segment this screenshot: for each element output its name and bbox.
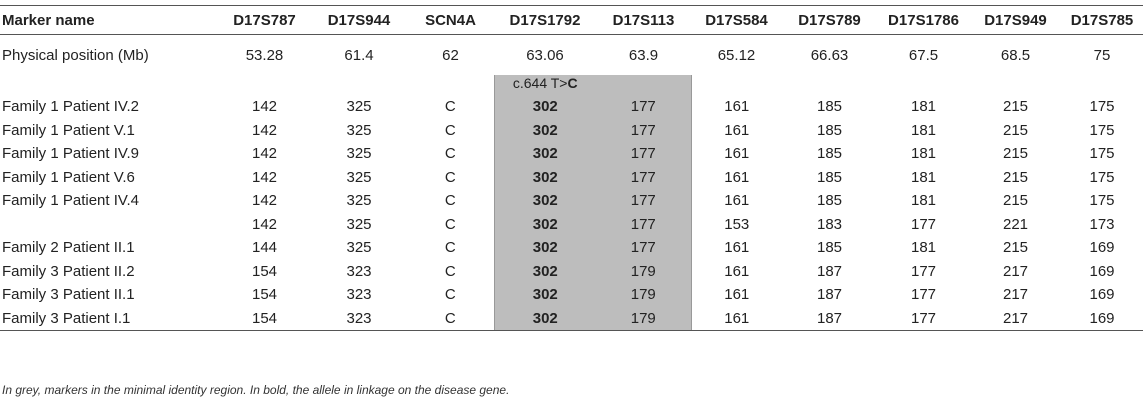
header-marker: D17S785 (1061, 6, 1143, 35)
allele-cell: C (407, 307, 494, 331)
position-cell: 68.5 (1000, 46, 1031, 64)
header-marker-name: Marker name (0, 6, 218, 35)
table-row (0, 283, 1143, 307)
allele-cell: 154 (251, 286, 278, 304)
allele-cell: 185 (816, 98, 843, 116)
row-label: Family 1 Patient V.1 (2, 121, 135, 139)
allele-cell: 325 (346, 215, 372, 233)
allele-cell: 215 (1002, 121, 1029, 139)
mutation-prefix: c.644 T> (512, 75, 568, 91)
header-marker: D17S1786 (877, 6, 970, 35)
allele-cell: 325 (346, 192, 372, 210)
allele-cell: 179 (596, 283, 691, 307)
table-footnote: In grey, markers in the minimal identity region. In bold, the allele in linkage on the disease gene. (2, 383, 510, 397)
allele-cell: C (444, 286, 456, 304)
allele-cell: 183 (816, 215, 843, 233)
allele-cell: 215 (1002, 145, 1029, 163)
row-label: Family 1 Patient IV.4 (2, 192, 140, 210)
allele-cell: 177 (877, 307, 970, 331)
allele-cell: 161 (724, 192, 750, 210)
allele-cell: 177 (596, 166, 691, 190)
allele-cell: 325 (346, 168, 372, 186)
row-label (0, 213, 218, 237)
haplotype-table (0, 5, 1143, 331)
allele-cell: 302 (494, 189, 596, 213)
allele-cell: C (444, 215, 456, 233)
table-row (0, 189, 1143, 213)
allele-cell: 175 (1089, 145, 1115, 163)
allele-cell: 323 (346, 286, 372, 304)
allele-cell: 215 (1002, 168, 1029, 186)
allele-cell: 187 (816, 286, 843, 304)
position-cell: 63.06 (526, 46, 564, 64)
allele-cell: 217 (1002, 286, 1029, 304)
allele-cell: 144 (251, 239, 278, 257)
position-cell: 75 (1093, 46, 1111, 64)
allele-cell: 323 (311, 307, 407, 331)
table-row (0, 236, 1143, 260)
allele-cell: C (444, 262, 456, 280)
allele-cell: 302 (494, 283, 596, 307)
allele-cell: 169 (1089, 262, 1115, 280)
table-row (0, 142, 1143, 166)
position-cell: 53.28 (245, 46, 284, 64)
allele-cell: 181 (910, 168, 937, 186)
allele-cell: 161 (724, 239, 750, 257)
allele-cell: 161 (724, 98, 750, 116)
allele-cell: 153 (724, 215, 750, 233)
allele-cell: 302 (494, 236, 596, 260)
allele-cell: 175 (1089, 121, 1115, 139)
header-marker: D17S949 (970, 6, 1061, 35)
allele-cell: 142 (251, 145, 278, 163)
allele-cell: 187 (782, 307, 877, 331)
table-row (0, 119, 1143, 143)
header-marker: D17S113 (596, 6, 691, 35)
allele-cell: 215 (1002, 192, 1029, 210)
allele-cell: 325 (346, 121, 372, 139)
row-label: Family 1 Patient IV.2 (2, 98, 140, 116)
allele-cell: 177 (596, 95, 691, 119)
haplotype-table-container (0, 5, 1143, 331)
allele-cell: 175 (1089, 98, 1115, 116)
allele-cell: 154 (251, 262, 278, 280)
allele-cell: 175 (1089, 192, 1115, 210)
position-cell: 65.12 (717, 46, 756, 64)
allele-cell: 169 (1089, 286, 1115, 304)
header-marker: SCN4A (407, 6, 494, 35)
allele-cell: C (444, 239, 456, 257)
header-marker: D17S584 (691, 6, 782, 35)
row-label: Family 3 Patient I.1 (0, 307, 218, 331)
row-label: Family 3 Patient II.2 (2, 262, 135, 280)
allele-cell: 179 (596, 307, 691, 331)
allele-cell: 169 (1089, 239, 1115, 257)
allele-cell: 177 (596, 236, 691, 260)
allele-cell: 217 (1002, 262, 1029, 280)
allele-cell: 177 (596, 119, 691, 143)
row-label: Family 1 Patient IV.9 (2, 145, 140, 163)
allele-cell: C (444, 192, 456, 210)
mutation-row (0, 75, 1143, 95)
allele-cell: 169 (1061, 307, 1143, 331)
allele-cell: 181 (910, 239, 937, 257)
allele-cell: 181 (910, 98, 937, 116)
allele-cell: C (444, 145, 456, 163)
allele-cell: 302 (494, 213, 596, 237)
allele-cell: 181 (910, 121, 937, 139)
position-cell: 61.4 (344, 46, 374, 64)
allele-cell: 325 (346, 98, 372, 116)
table-row (0, 166, 1143, 190)
allele-cell: 142 (251, 192, 278, 210)
allele-cell: 215 (1002, 98, 1029, 116)
allele-cell: 177 (910, 215, 937, 233)
allele-cell: C (444, 168, 456, 186)
table-row (0, 213, 1143, 237)
allele-cell: 173 (1089, 215, 1115, 233)
allele-cell: 179 (596, 260, 691, 284)
allele-cell: 161 (724, 286, 750, 304)
allele-cell: 185 (816, 239, 843, 257)
position-cell: 63.9 (628, 46, 659, 64)
allele-cell: 215 (1002, 239, 1029, 257)
allele-cell: 185 (816, 168, 843, 186)
header-marker: D17S789 (782, 6, 877, 35)
allele-cell: 302 (494, 166, 596, 190)
allele-cell: 142 (251, 121, 278, 139)
table-row (0, 95, 1143, 119)
position-cell: 67.5 (908, 46, 939, 64)
allele-cell: 325 (346, 145, 372, 163)
allele-cell: 177 (910, 286, 937, 304)
allele-cell: 154 (218, 307, 311, 331)
table-row (0, 307, 1143, 331)
allele-cell: 302 (494, 307, 596, 331)
allele-cell: 177 (596, 142, 691, 166)
allele-cell: 185 (816, 121, 843, 139)
position-cell: 66.63 (810, 46, 849, 64)
allele-cell: 175 (1089, 168, 1115, 186)
header-marker: D17S787 (218, 6, 311, 35)
allele-cell: 187 (816, 262, 843, 280)
allele-cell: 185 (816, 192, 843, 210)
allele-cell: 181 (910, 192, 937, 210)
header-marker: D17S1792 (494, 6, 596, 35)
allele-cell: 302 (494, 260, 596, 284)
allele-cell: C (444, 121, 456, 139)
allele-cell: 302 (494, 142, 596, 166)
mutation-allele: C (567, 75, 578, 91)
allele-cell: 325 (346, 239, 372, 257)
allele-cell: 177 (910, 262, 937, 280)
allele-cell: 177 (596, 213, 691, 237)
allele-cell: 142 (251, 215, 278, 233)
allele-cell: C (444, 98, 456, 116)
allele-cell: 161 (724, 168, 750, 186)
row-label: Family 2 Patient II.1 (2, 239, 135, 257)
header-marker: D17S944 (311, 6, 407, 35)
allele-cell: 221 (1002, 215, 1029, 233)
allele-cell: 302 (494, 95, 596, 119)
allele-cell: 177 (596, 189, 691, 213)
allele-cell: 142 (251, 168, 278, 186)
allele-cell: 323 (346, 262, 372, 280)
table-row (0, 260, 1143, 284)
allele-cell: 161 (691, 307, 782, 331)
allele-cell: 181 (910, 145, 937, 163)
table-body (0, 35, 1143, 331)
position-cell: 62 (442, 46, 459, 64)
allele-cell: 161 (724, 145, 750, 163)
allele-cell: 185 (816, 145, 843, 163)
mutation-annotation (494, 75, 596, 95)
allele-cell: 142 (251, 98, 278, 116)
allele-cell: 161 (724, 262, 750, 280)
row-label: Family 1 Patient V.6 (2, 168, 135, 186)
allele-cell: 161 (724, 121, 750, 139)
allele-cell: 217 (970, 307, 1061, 331)
position-row (0, 35, 1143, 76)
header-row (0, 6, 1143, 35)
row-label: Family 3 Patient II.1 (2, 286, 135, 304)
allele-cell: 302 (494, 119, 596, 143)
row-label: Physical position (Mb) (2, 46, 149, 64)
